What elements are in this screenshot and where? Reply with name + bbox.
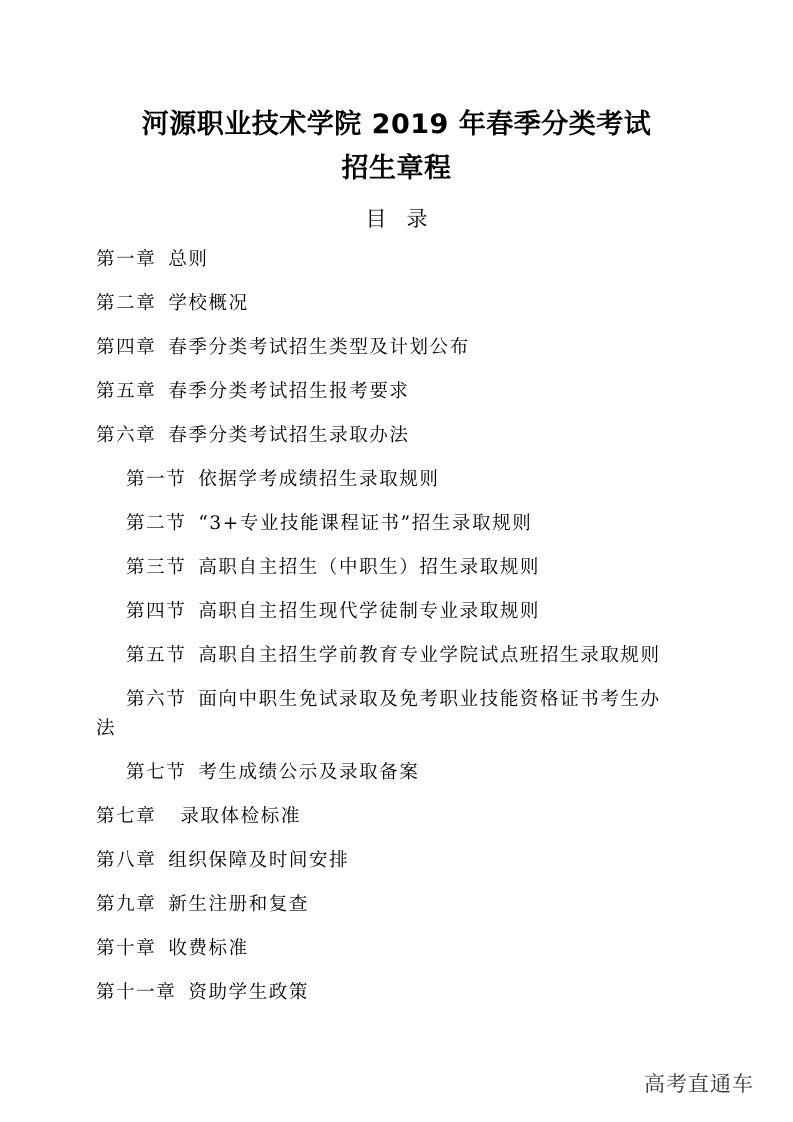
toc-item-number: 第一节 [126, 469, 187, 490]
document-title-line2: 招生章程 [341, 153, 452, 184]
toc-item-number: 第八章 [96, 850, 157, 871]
toc-item-chapter-2[interactable] [96, 289, 706, 318]
toc-item-title: 组织保障及时间安排 [168, 850, 350, 871]
toc-item-title: 资助学生政策 [188, 982, 310, 1003]
toc-item-title: 学校概况 [168, 293, 249, 314]
toc-item-number: 第七章 [96, 806, 157, 827]
toc-item-number: 第六章 [96, 425, 157, 446]
toc-item-number: 第五节 [126, 645, 187, 666]
document-title-line1: 河源职业技术学院 2019 年春季分类考试 [141, 109, 652, 140]
toc-item-title: 春季分类考试招生类型及计划公布 [168, 337, 470, 358]
watermark: 高考直通车 [644, 1072, 754, 1096]
toc-item-number: 第九章 [96, 894, 157, 915]
toc-item-title: 面向中职生免试录取及免考职业技能资格证书考生办 [198, 689, 661, 710]
toc-item-chapter-5[interactable] [96, 377, 706, 406]
toc-item-section-2[interactable] [96, 509, 706, 538]
toc-item-number: 第二节 [126, 513, 187, 534]
toc-item-chapter-6[interactable] [96, 421, 706, 450]
toc-item-title: 总则 [168, 249, 209, 270]
toc-item-chapter-11[interactable] [96, 978, 706, 1007]
toc-item-section-7[interactable] [96, 758, 706, 787]
toc-item-title: 新生注册和复查 [168, 894, 310, 915]
toc-item-chapter-9[interactable] [96, 890, 706, 919]
toc-item-title: 考生成绩公示及录取备案 [198, 762, 420, 783]
toc-item-number: 第五章 [96, 381, 157, 402]
toc-item-number: 第四章 [96, 337, 157, 358]
toc-item-title: “3+专业技能课程证书”招生录取规则 [198, 513, 533, 534]
toc-item-title: 高职自主招生（中职生）招生录取规则 [198, 557, 541, 578]
toc-item-chapter-4[interactable] [96, 333, 706, 362]
toc-item-section-5[interactable] [96, 641, 706, 670]
toc-item-title: 高职自主招生现代学徒制专业录取规则 [198, 601, 541, 622]
toc-item-number: 第六节 [126, 689, 187, 710]
toc-item-title-continued: 法 [96, 718, 117, 739]
toc-item-number: 第十章 [96, 938, 157, 959]
toc-item-section-6[interactable] [96, 685, 706, 743]
toc-heading: 目录 [365, 207, 448, 231]
toc-item-number: 第四节 [126, 601, 187, 622]
toc-item-chapter-1[interactable] [96, 245, 706, 274]
toc-item-section-4[interactable] [96, 597, 706, 626]
toc-item-title: 收费标准 [168, 938, 249, 959]
toc-item-number: 第一章 [96, 249, 157, 270]
toc-item-title: 录取体检标准 [180, 806, 301, 827]
toc-item-section-3[interactable] [96, 553, 706, 582]
toc-item-chapter-10[interactable] [96, 934, 706, 963]
toc-item-title: 高职自主招生学前教育专业学院试点班招生录取规则 [198, 645, 661, 666]
toc-item-title: 春季分类考试招生报考要求 [168, 381, 410, 402]
toc-item-number: 第二章 [96, 293, 157, 314]
toc-item-chapter-7[interactable] [96, 802, 706, 831]
toc-item-number: 第七节 [126, 762, 187, 783]
table-of-contents [96, 245, 706, 1022]
toc-item-chapter-8[interactable] [96, 846, 706, 875]
toc-item-section-1[interactable] [96, 465, 706, 494]
toc-item-title: 春季分类考试招生录取办法 [168, 425, 410, 446]
toc-item-number: 第十一章 [96, 982, 177, 1003]
toc-item-title: 依据学考成绩招生录取规则 [198, 469, 440, 490]
toc-item-number: 第三节 [126, 557, 187, 578]
